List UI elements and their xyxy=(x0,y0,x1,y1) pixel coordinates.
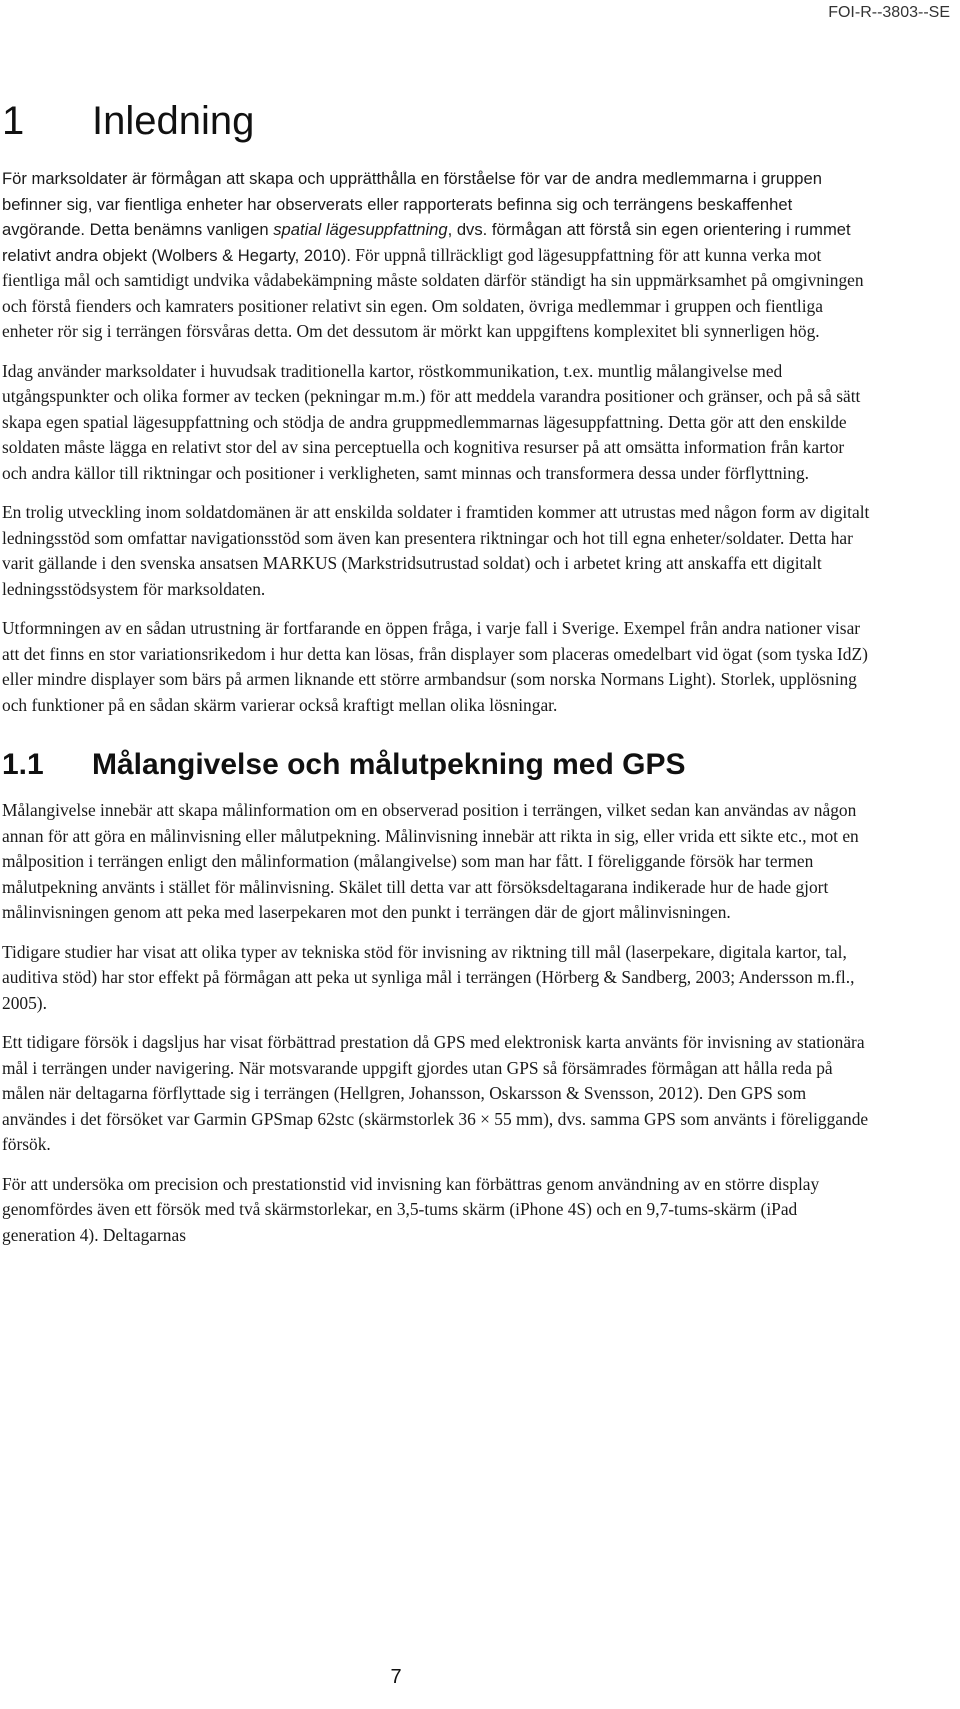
chapter-number: 1 xyxy=(2,99,25,143)
section-paragraph-1: Målangivelse innebär att skapa målinformation om en observerad position i terrängen, vilket sedan kan användas av någon annan för att göra en målinvisning eller målutpekning. Målinvisning innebär att rikta in sig, eller vrida ett sikte etc., mot en målposition i terrängen enligt den målinformation (målangivelse) som man har fått. I föreliggande försök har termen målutpekning använts i stället för målinvisning. Skälet till detta var att försöksdeltagarana indikerade hur de hade gjort målinvisningen genom att peka med laserpekaren mot den punkt i terrängen där de gjort målinvisningen. xyxy=(2,800,859,922)
intro-paragraph-2: Idag använder marksoldater i huvudsak traditionella kartor, röstkommunikation, t.ex. muntlig målangivelse med utgångspunkter och olika former av tecken (pekningar m.m.) för att meddela varandra positioner och gränser, och på så sätt skapa egen spatial lägesuppfattning och stödja de andra gruppmedlemmarnas lägesuppfattning. Detta gör att den enskilde soldaten måste lägga en relativt stor del av sina perceptuella och kognitiva resurser på att omsätta information från kartor och andra källor till riktningar och positioner i verkligheten, samt minnas och transformera dessa under förflyttning. xyxy=(2,360,861,483)
section-paragraph-4: För att undersöka om precision och prestationstid vid invisning kan förbättras genom användning av en större display genomfördes även ett försök med två skärmstorlekar, en 3,5-tums skärm (iPhone 4S) och en 9,7-tums-skärm (iPad generation 4). Deltagarnas xyxy=(2,1173,820,1245)
intro-term-spatial-awareness: spatial lägesuppfattning xyxy=(273,220,448,239)
intro-paragraph-3: En trolig utveckling inom soldatdomänen är att enskilda soldater i framtiden kommer att utrustas med någon form av digitalt ledningsstöd som omfattar navigationsstöd som även kan presentera riktningar och hot till egna enheter/soldater. Detta har varit gällande i den svenska ansatsen MARKUS (Markstridsutrustad soldat) och i arbetet kring att anskaffa ett digitalt ledningsstödsystem för marksoldaten. xyxy=(2,502,870,599)
chapter-title: Inledning xyxy=(92,99,255,143)
section-paragraph-2: Tidigare studier har visat att olika typer av tekniska stöd för invisning av riktning till mål (laserpekare, digitala kartor, tal, auditiva stöd) har stor effekt på förmågan att peka ut synliga mål i terrängen (Hörberg & Sandberg, 2003; Andersson m.fl., 2005). xyxy=(2,941,855,1013)
section-number: 1.1 xyxy=(2,748,44,781)
report-id: FOI-R--3803--SE xyxy=(828,4,950,21)
intro-paragraph-1 xyxy=(2,166,872,345)
section-title: Målangivelse och målutpekning med GPS xyxy=(92,748,686,781)
page-content xyxy=(2,98,872,1262)
intro-paragraph-1-part2: , dvs. förmågan att förstå sin egen orientering i rummet relativt andra objekt (Wolbers & Hegarty, 2010). xyxy=(2,220,851,265)
intro-paragraph-4: Utformningen av en sådan utrustning är fortfarande en öppen fråga, i varje fall i Sverige. Exempel från andra nationer visar att det finns en stor variationsrikedom i hur detta kan lösas, från displayer som placeras omedelbart vid ögat (som tyska IdZ) eller mindre displayer som bärs på armen liknande ett större armbandsur (som norska Normans Light). Storlek, upplösning och funktioner på en sådan skärm varierar också kraftigt mellan olika lösningar. xyxy=(2,618,868,715)
section-paragraph-3: Ett tidigare försök i dagsljus har visat förbättrad prestation då GPS med elektronisk karta använts för invisning av stationära mål i terrängen under navigering. När motsvarande uppgift gjordes utan GPS så försämrades förmågan att hålla reda på målen när deltagarna förflyttade sig i terrängen (Hellgren, Johansson, Oskarsson & Svensson, 2012). Den GPS som användes i det försöket var Garmin GPSmap 62stc (skärmstorlek 36 × 55 mm), dvs. samma GPS som använts i föreliggande försök. xyxy=(2,1032,869,1154)
intro-paragraph-1-part3: För uppnå tillräckligt god lägesuppfattning för att kunna verka mot fientliga mål och samtidigt undvika vådabekämpning måste soldaten därför ständigt ha sin uppmärksamhet på omgivningen och förstå fienders och kamraters positioner relativt sin egen. Om soldaten, övriga medlemmar i gruppen och fientliga enheter rör sig i terrängen försvåras detta. Om det dessutom är mörkt kan uppgiftens komplexitet bli synnerligen hög. xyxy=(2,244,864,341)
chapter-heading xyxy=(2,98,872,144)
intro-paragraph-1-part1: För marksoldater är förmågan att skapa och upprätthålla en förståelse för var de andra medlemmarna i gruppen befinner sig, var fientliga enheter har observerats eller rapporterats befinna sig och terrängens beskaffenhet avgörande. Detta benämns vanligen xyxy=(2,169,822,239)
page-number: 7 xyxy=(390,1666,402,1688)
section-heading xyxy=(2,746,872,784)
